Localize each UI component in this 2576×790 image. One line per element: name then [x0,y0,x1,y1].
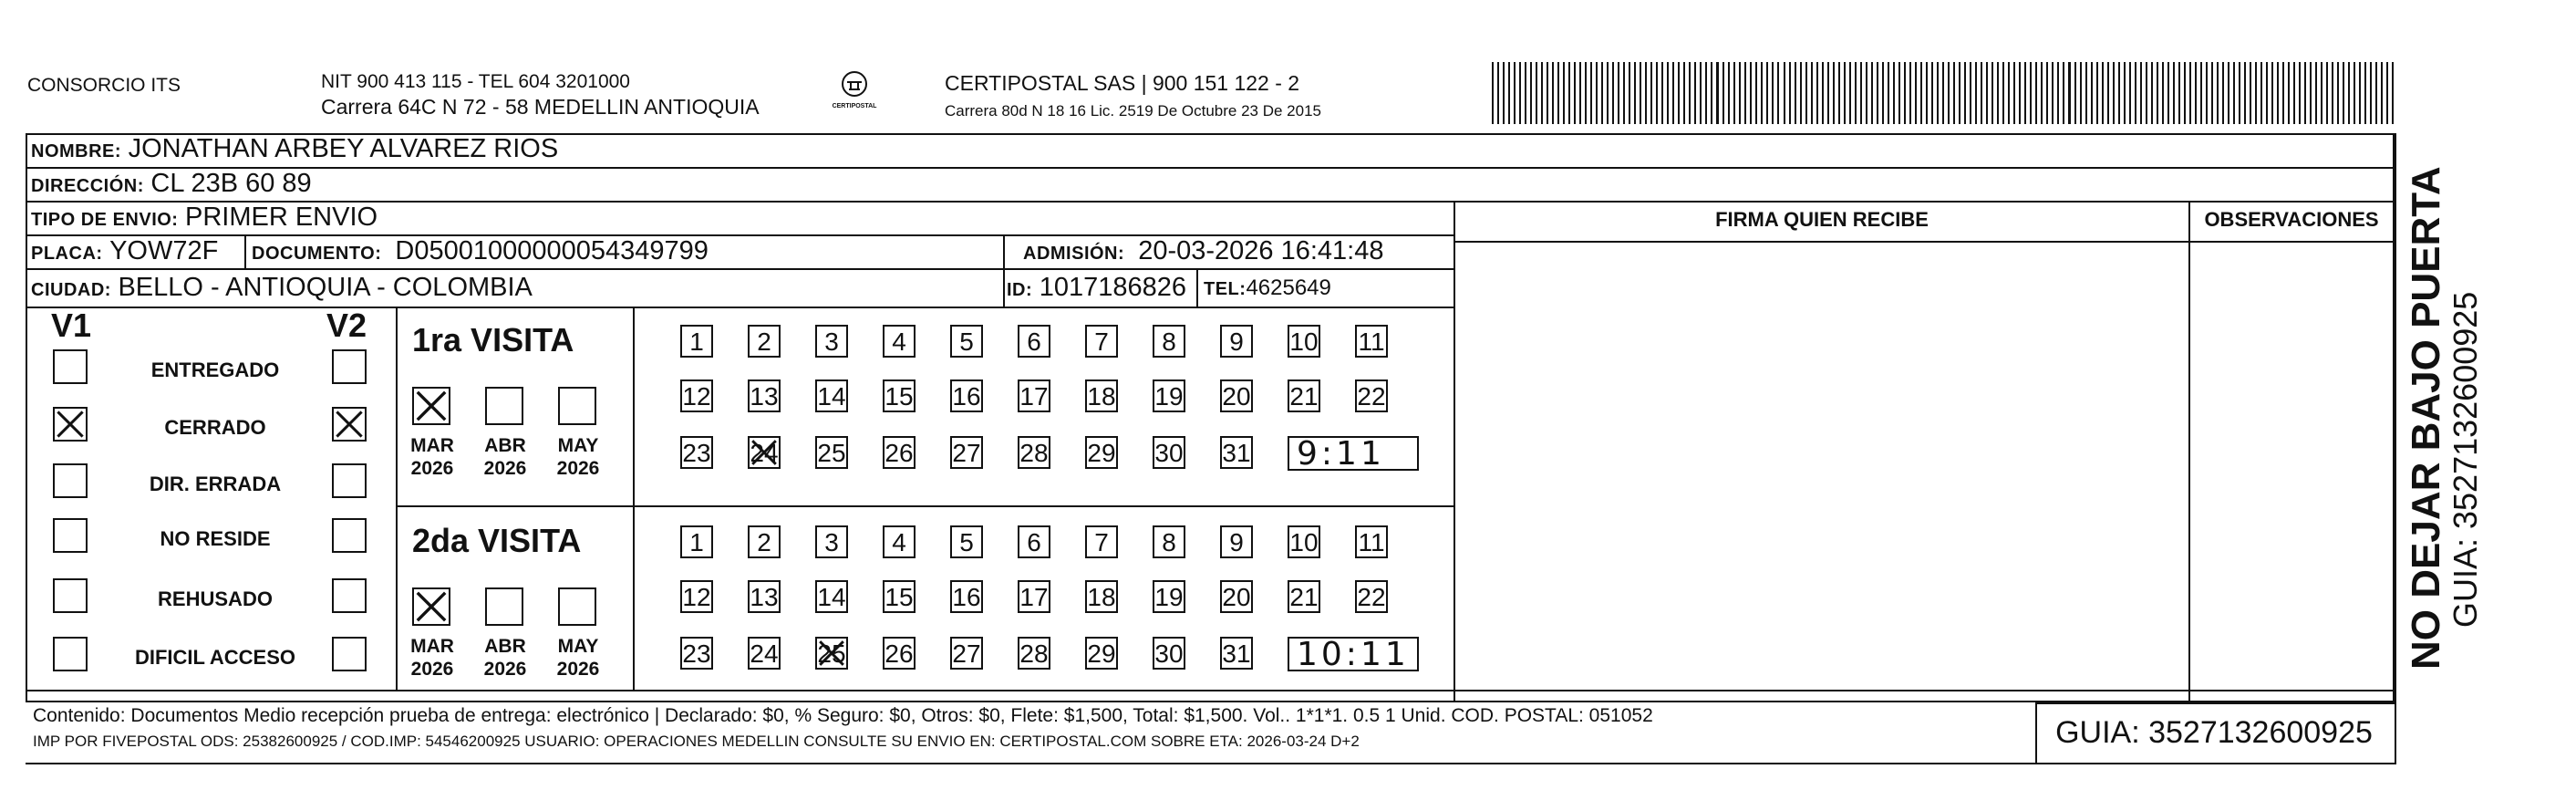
month-name: MAY [557,435,599,456]
day-box[interactable]: 21 [1288,379,1320,412]
day-box[interactable]: 8 [1153,325,1185,358]
day-box[interactable]: 19 [1153,379,1185,412]
day-box[interactable]: 1 [680,525,713,558]
placa-cell [31,236,218,266]
v2-checkbox[interactable] [332,518,367,553]
day-box[interactable]: 6 [1018,325,1050,358]
month-checkbox[interactable] [558,387,596,425]
month-label [403,635,461,681]
day-box[interactable]: 9 [1220,325,1253,358]
day-box[interactable]: 3 [815,325,848,358]
license-line: Carrera 80d N 18 16 Lic. 2519 De Octubre 23 De 2015 [945,102,1321,120]
month-name: MAY [557,636,599,657]
month-name: ABR [484,636,526,657]
nombre-value: JONATHAN ARBEY ALVAREZ RIOS [128,134,559,163]
visit-time[interactable]: 10:11 [1288,637,1419,671]
day-box[interactable]: 11 [1355,325,1388,358]
firma-header: FIRMA QUIEN RECIBE [1715,208,1929,231]
status-option-label: REHUSADO [158,587,273,610]
day-box[interactable]: 30 [1153,637,1185,670]
day-box[interactable]: 11 [1355,525,1388,558]
side-text [2405,159,2484,670]
tel-label: TEL: [1204,279,1247,299]
v1-checkbox[interactable] [53,637,88,671]
month-year: 2026 [410,659,454,680]
imp-line: IMP POR FIVEPOSTAL ODS: 25382600925 / COD.IMP: 54546200925 USUARIO: OPERACIONES MEDELLIN CONSULTE SU ENVIO EN: CERTIPOSTAL.COM SOBRE ETA: 2026-03-24 D+2 [33,733,1360,750]
direccion-label: DIRECCIÓN: [31,176,144,196]
month-checkbox[interactable] [412,387,450,425]
contenido-line: Contenido: Documentos Medio recepción prueba de entrega: electrónico | Declarado: $0, % Seguro: $0, Otros: $0, Flete: $1,500, Total: $1,500. Vol.. 1*1*1. 0.5 1 Unid. COD. POSTAL: 051052 [33,705,1653,726]
day-box[interactable]: 12 [680,580,713,613]
side-guia: GUIA: 3527132600925 [2447,291,2484,628]
month-label [403,434,461,480]
day-box[interactable]: 27 [950,637,983,670]
admision-value: 20-03-2026 16:41:48 [1138,236,1384,265]
day-box[interactable]: 24 [748,436,781,469]
day-box[interactable]: 9 [1220,525,1253,558]
v1-checkbox[interactable] [53,349,88,384]
admision-cell [1023,236,1383,266]
status-option-label: NO RESIDE [160,527,271,550]
logo-text: CERTIPOSTAL [832,103,877,109]
v1-checkbox[interactable] [53,578,88,613]
direccion-row [31,169,312,199]
day-box[interactable]: 18 [1085,580,1118,613]
day-box[interactable]: 27 [950,436,983,469]
day-box[interactable]: 19 [1153,580,1185,613]
day-box[interactable]: 15 [883,379,916,412]
status-option-label: CERRADO [164,416,266,439]
day-box[interactable]: 28 [1018,637,1050,670]
day-box[interactable]: 10 [1288,525,1320,558]
day-box[interactable]: 20 [1220,580,1253,613]
day-box[interactable]: 3 [815,525,848,558]
day-box[interactable]: 6 [1018,525,1050,558]
day-box[interactable]: 25 [815,436,848,469]
day-box[interactable]: 30 [1153,436,1185,469]
side-warning: NO DEJAR BAJO PUERTA [2404,166,2448,670]
day-box[interactable]: 13 [748,580,781,613]
tipo-label: TIPO DE ENVIO: [31,210,179,230]
company-name: CONSORCIO ITS [27,75,181,96]
day-box[interactable]: 26 [883,637,916,670]
id-value: 1017186826 [1039,273,1186,302]
month-year: 2026 [483,659,527,680]
status-option-label: ENTREGADO [150,359,280,381]
month-label [476,635,534,681]
documento-cell [252,236,709,266]
documento-value: D05001000000054349799 [395,236,709,265]
month-label [476,434,534,480]
v2-checkbox[interactable] [332,407,367,442]
guia-footer: GUIA: 3527132600925 [2055,715,2373,750]
barcode [1492,62,2404,126]
id-cell [1007,273,1186,303]
ciudad-cell [31,273,533,303]
id-label: ID: [1007,280,1033,300]
nombre-row [31,134,558,164]
day-box[interactable]: 14 [815,580,848,613]
visit-title: 2da VISITA [412,522,582,559]
ciudad-value: BELLO - ANTIOQUIA - COLOMBIA [118,273,533,302]
month-label [549,434,607,480]
day-box[interactable]: 29 [1085,637,1118,670]
month-name: MAR [410,435,454,456]
day-box[interactable]: 5 [950,525,983,558]
day-box[interactable]: 4 [883,525,916,558]
tipo-row [31,203,378,233]
v2-checkbox[interactable] [332,578,367,613]
tipo-value: PRIMER ENVIO [184,203,378,232]
v2-label: V2 [326,307,367,344]
day-box[interactable]: 1 [680,325,713,358]
placa-label: PLACA: [31,244,103,264]
month-label [549,635,607,681]
day-box[interactable]: 21 [1288,580,1320,613]
month-checkbox[interactable] [485,387,523,425]
day-box[interactable]: 7 [1085,325,1118,358]
tel-value: 4625649 [1246,275,1331,300]
tel-cell [1204,275,1331,301]
nombre-label: NOMBRE: [31,141,122,161]
day-box[interactable]: 15 [883,580,916,613]
day-box[interactable]: 28 [1018,436,1050,469]
day-box[interactable]: 7 [1085,525,1118,558]
nit-line: NIT 900 413 115 - TEL 604 3201000 [321,71,630,92]
day-box[interactable]: 13 [748,379,781,412]
day-box[interactable]: 24 [748,637,781,670]
day-box[interactable]: 17 [1018,580,1050,613]
day-box[interactable]: 8 [1153,525,1185,558]
month-name: MAR [410,636,454,657]
day-box[interactable]: 2 [748,325,781,358]
visit-title: 1ra VISITA [412,321,574,359]
day-box[interactable]: 31 [1220,637,1253,670]
v2-checkbox[interactable] [332,349,367,384]
day-box[interactable]: 22 [1355,580,1388,613]
v1-checkbox[interactable] [53,463,88,498]
logo-icon [836,69,873,100]
v2-checkbox[interactable] [332,463,367,498]
documento-label: DOCUMENTO: [252,244,382,264]
day-box[interactable]: 31 [1220,436,1253,469]
status-option-label: DIR. ERRADA [149,473,282,495]
v2-checkbox[interactable] [332,637,367,671]
ciudad-label: CIUDAD: [31,280,111,300]
placa-value: YOW72F [109,236,219,265]
month-checkbox[interactable] [485,587,523,626]
day-box[interactable]: 10 [1288,325,1320,358]
month-year: 2026 [483,458,527,479]
day-box[interactable]: 17 [1018,379,1050,412]
month-name: ABR [484,435,526,456]
day-box[interactable]: 2 [748,525,781,558]
day-box[interactable]: 12 [680,379,713,412]
status-option-label: DIFICIL ACCESO [134,646,295,669]
day-box[interactable]: 14 [815,379,848,412]
v1-label: V1 [51,307,92,344]
v1-checkbox[interactable] [53,407,88,442]
address-line: Carrera 64C N 72 - 58 MEDELLIN ANTIOQUIA [321,95,760,119]
month-year: 2026 [556,659,600,680]
direccion-value: CL 23B 60 89 [150,169,312,198]
day-box[interactable]: 4 [883,325,916,358]
day-box[interactable]: 16 [950,580,983,613]
v1-checkbox[interactable] [53,518,88,553]
day-box[interactable]: 22 [1355,379,1388,412]
day-box[interactable]: 20 [1220,379,1253,412]
day-box[interactable]: 18 [1085,379,1118,412]
day-box[interactable]: 5 [950,325,983,358]
month-year: 2026 [410,458,454,479]
visit-time[interactable]: 9:11 [1288,436,1419,471]
courier-line: CERTIPOSTAL SAS | 900 151 122 - 2 [945,71,1300,95]
day-box[interactable]: 23 [680,637,713,670]
month-year: 2026 [556,458,600,479]
day-box[interactable]: 26 [883,436,916,469]
certipostal-logo [832,69,877,109]
day-box[interactable]: 16 [950,379,983,412]
admision-label: ADMISIÓN: [1023,244,1125,264]
day-box[interactable]: 25 [815,637,848,670]
observaciones-header: OBSERVACIONES [2204,208,2379,231]
day-box[interactable]: 29 [1085,436,1118,469]
month-checkbox[interactable] [412,587,450,626]
month-checkbox[interactable] [558,587,596,626]
day-box[interactable]: 23 [680,436,713,469]
